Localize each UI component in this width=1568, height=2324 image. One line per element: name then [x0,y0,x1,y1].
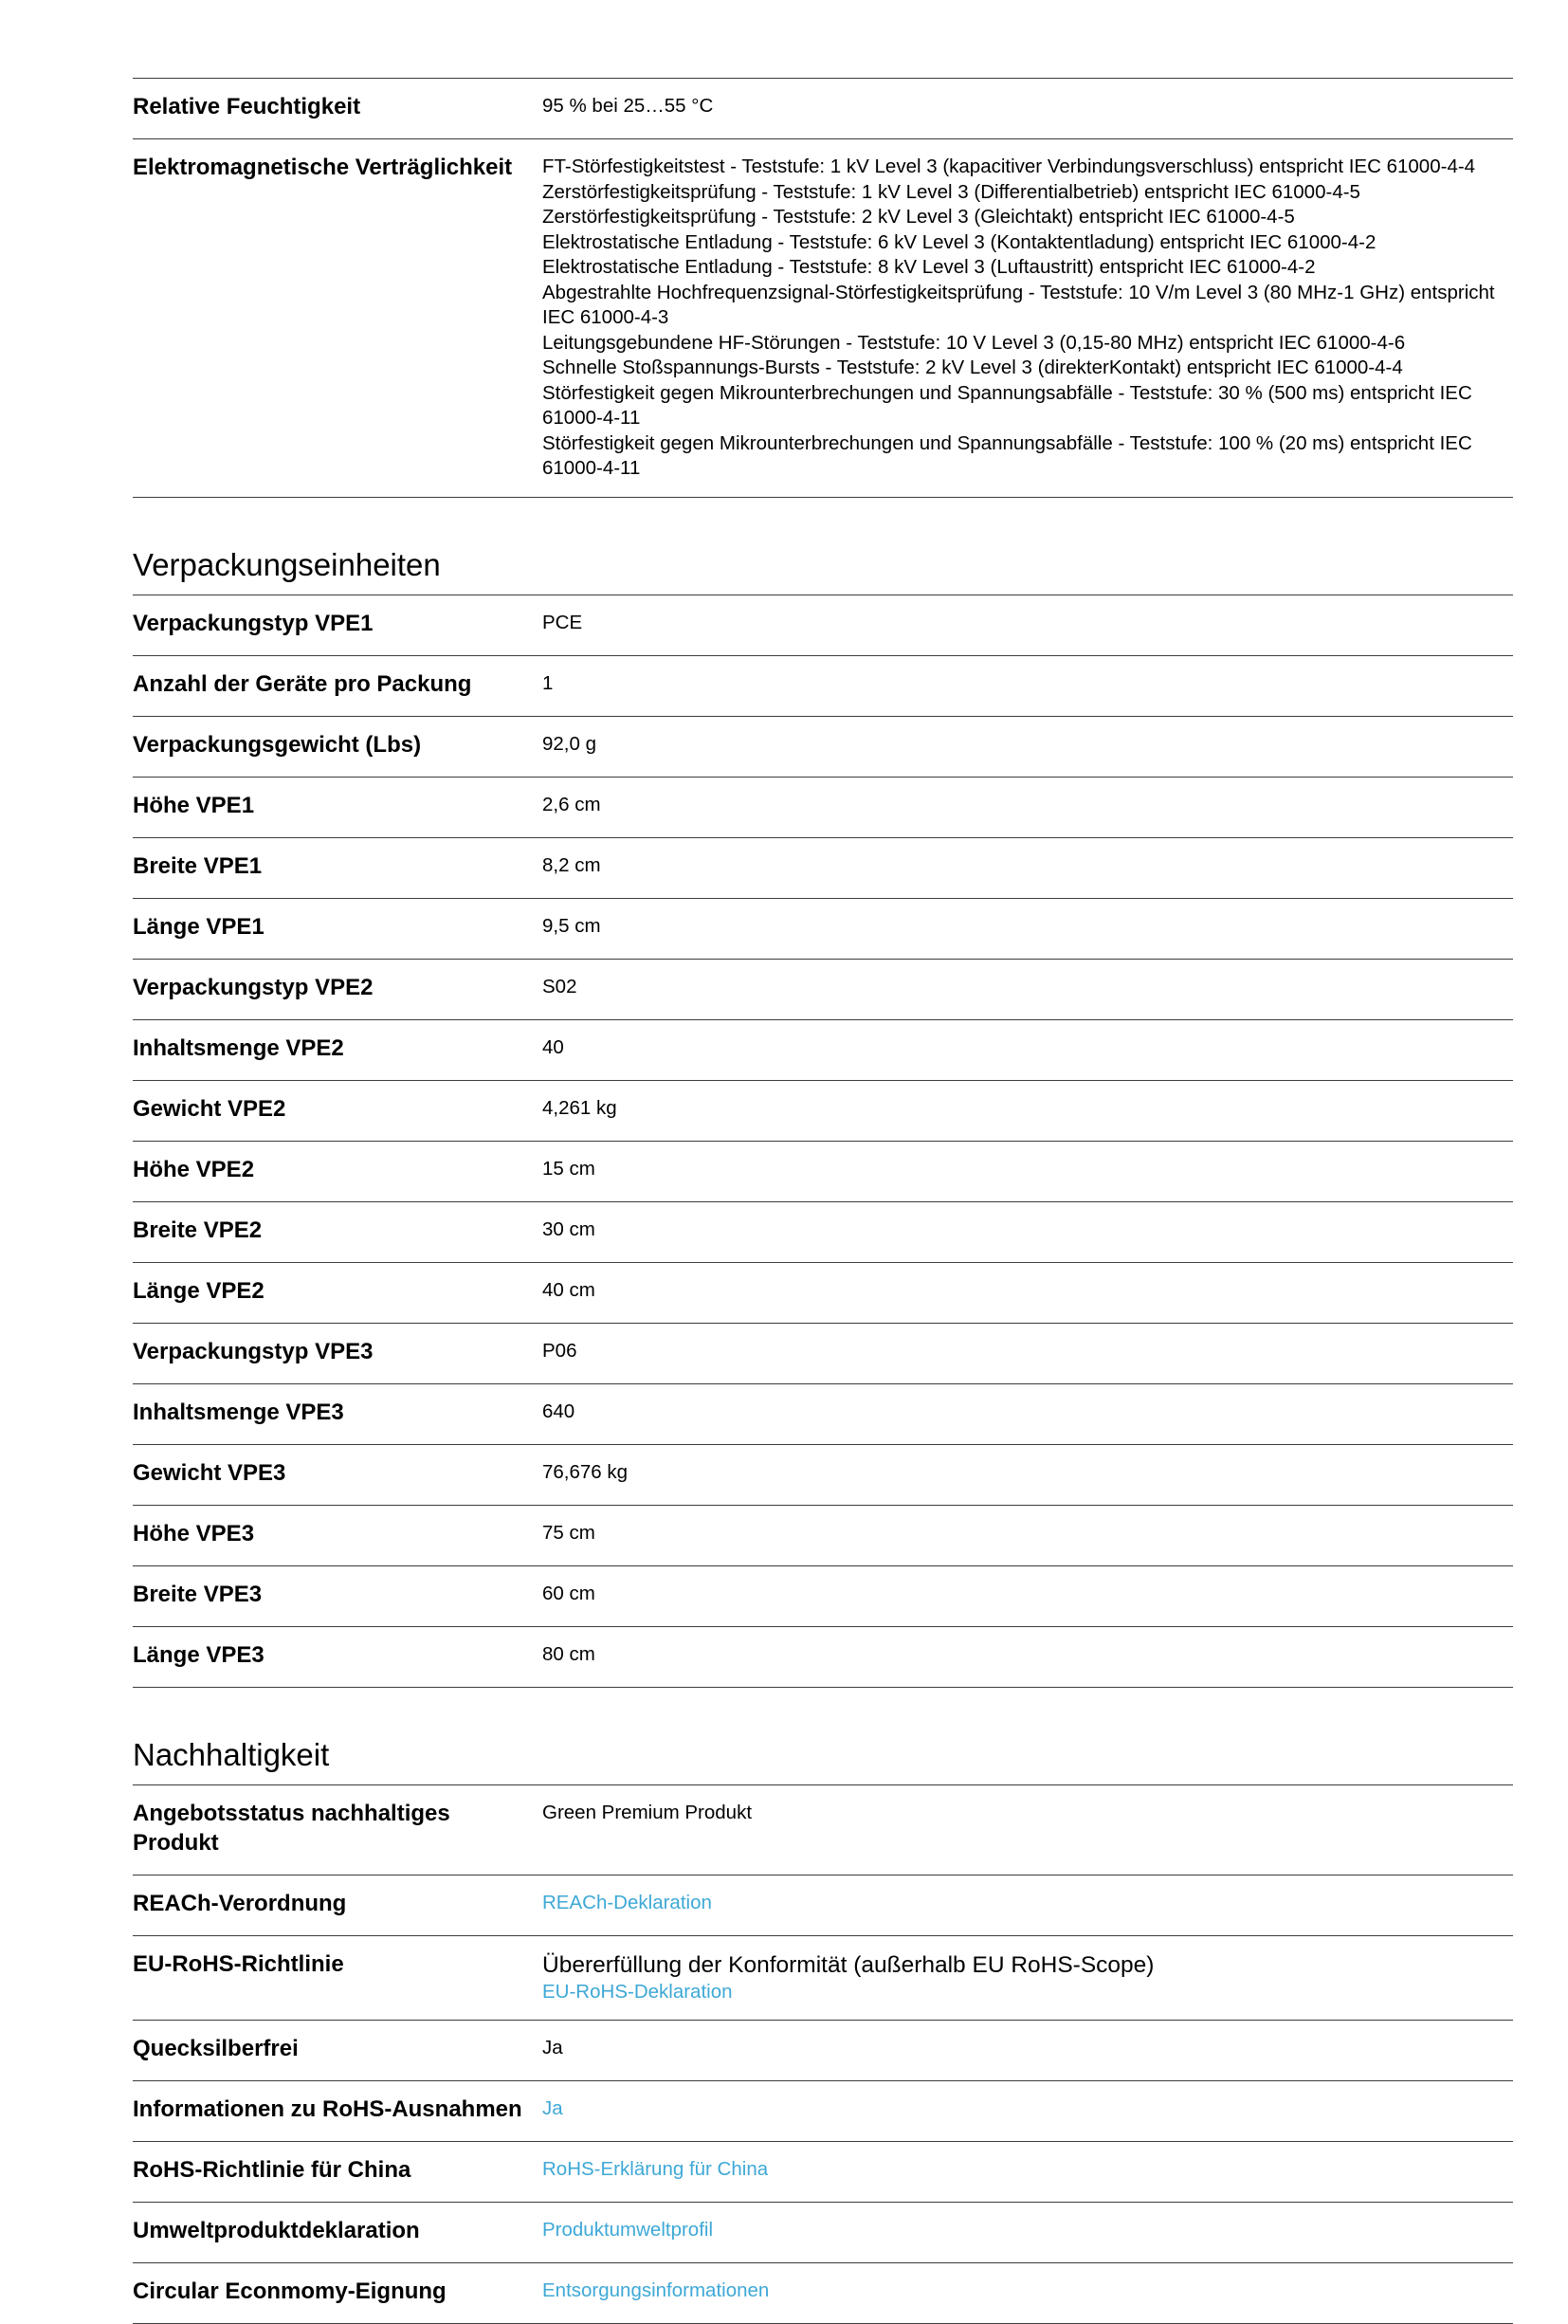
spec-label: Länge VPE3 [133,1626,542,1687]
sustainability-table [133,1784,1513,2324]
spec-value: 92,0 g [542,716,1513,777]
spec-label: Breite VPE2 [133,1201,542,1262]
spec-label: Verpackungstyp VPE1 [133,595,542,655]
spec-label: Inhaltsmenge VPE3 [133,1383,542,1444]
spec-row [133,1323,1513,1383]
spec-value: 8,2 cm [542,837,1513,898]
spec-label: Höhe VPE3 [133,1505,542,1565]
spec-value: Green Premium Produkt [542,1784,1513,1875]
spec-row [133,1383,1513,1444]
spec-value [542,79,1513,139]
spec-label: Angebotsstatus nachhaltiges Produkt [133,1784,542,1875]
spec-row [133,959,1513,1019]
spec-row [133,1784,1513,1875]
spec-label: Umweltproduktdeklaration [133,2203,542,2263]
spec-value: P06 [542,1323,1513,1383]
packaging-table [133,595,1513,1688]
spec-row [133,139,1513,498]
spec-row [133,2021,1513,2081]
spec-value-line: Abgestrahlte Hochfrequenzsignal-Störfestigkeitsprüfung - Teststufe: 10 V/m Level 3 (80 MHz-1 GHz) entspricht IEC 61000-4-3 [542,281,1513,331]
spec-value: 76,676 kg [542,1444,1513,1505]
end-of-life-information-link[interactable]: Entsorgungsinformationen [542,2278,1513,2304]
spec-row [133,1875,1513,1935]
spec-value: 2,6 cm [542,777,1513,837]
spec-value: 640 [542,1383,1513,1444]
spec-label: Breite VPE1 [133,837,542,898]
spec-value: S02 [542,959,1513,1019]
spec-row [133,777,1513,837]
product-environmental-profile-link[interactable]: Produktumweltprofil [542,2218,1513,2243]
spec-row [133,837,1513,898]
spec-label: Circular Econmomy-Eignung [133,2263,542,2324]
spec-label: Quecksilberfrei [133,2021,542,2081]
spec-value: 60 cm [542,1565,1513,1626]
rohs-exemptions-link[interactable]: Ja [542,2096,1513,2122]
spec-label: Höhe VPE2 [133,1141,542,1201]
spec-value: 4,261 kg [542,1080,1513,1141]
spec-label: Höhe VPE1 [133,777,542,837]
spec-row [133,2142,1513,2203]
spec-label: Verpackungstyp VPE3 [133,1323,542,1383]
china-rohs-declaration-link[interactable]: RoHS-Erklärung für China [542,2157,1513,2183]
spec-value-line: Zerstörfestigkeitsprüfung - Teststufe: 1 kV Level 3 (Differentialbetrieb) entspricht IEC 61000-4-5 [542,180,1513,206]
spec-row [133,79,1513,139]
spec-label: Informationen zu RoHS-Ausnahmen [133,2081,542,2142]
spec-row [133,1626,1513,1687]
spec-value [542,1875,1513,1935]
spec-label: Breite VPE3 [133,1565,542,1626]
spec-row [133,1141,1513,1201]
spec-label: Länge VPE1 [133,898,542,959]
spec-value-line: Zerstörfestigkeitsprüfung - Teststufe: 2 kV Level 3 (Gleichtakt) entspricht IEC 61000-4-5 [542,205,1513,230]
spec-row [133,1505,1513,1565]
spec-label: Relative Feuchtigkeit [133,79,542,139]
spec-label: Verpackungstyp VPE2 [133,959,542,1019]
spec-value [542,2203,1513,2263]
spec-label: RoHS-Richtlinie für China [133,2142,542,2203]
spec-value: Ja [542,2021,1513,2081]
spec-row [133,1019,1513,1080]
reach-declaration-link[interactable]: REACh-Deklaration [542,1891,1513,1916]
spec-label: Gewicht VPE3 [133,1444,542,1505]
spec-label: Länge VPE2 [133,1262,542,1323]
spec-value: 80 cm [542,1626,1513,1687]
spec-label: Elektromagnetische Verträglichkeit [133,139,542,498]
datasheet-page [133,78,1513,2324]
section-title-packaging: Verpackungseinheiten [133,547,1513,595]
spec-label: Gewicht VPE2 [133,1080,542,1141]
spec-row [133,2081,1513,2142]
spec-row [133,1262,1513,1323]
spec-value: 1 [542,655,1513,716]
spec-value-line: Elektrostatische Entladung - Teststufe: 6 kV Level 3 (Kontaktentladung) entspricht IEC 61000-4-2 [542,230,1513,256]
spec-label: Inhaltsmenge VPE2 [133,1019,542,1080]
spec-row [133,595,1513,655]
spec-value [542,1935,1513,2021]
spec-value: PCE [542,595,1513,655]
spec-value-line: Störfestigkeit gegen Mikrounterbrechungen und Spannungsabfälle - Teststufe: 100 % (20 ms) entspricht IEC 61000-4-11 [542,431,1513,482]
spec-row [133,2263,1513,2324]
rohs-conformity-text: Übererfüllung der Konformität (außerhalb EU RoHS-Scope) [542,1951,1513,1980]
section-title-sustainability: Nachhaltigkeit [133,1737,1513,1784]
spec-value: 40 cm [542,1262,1513,1323]
spec-value: 9,5 cm [542,898,1513,959]
spec-value-line: FT-Störfestigkeitstest - Teststufe: 1 kV Level 3 (kapacitiver Verbindungsverschluss) entspricht IEC 61000-4-4 [542,155,1513,180]
eu-rohs-declaration-link[interactable]: EU-RoHS-Deklaration [542,1980,1513,2005]
spec-label: REACh-Verordnung [133,1875,542,1935]
spec-value [542,139,1513,498]
spec-row [133,898,1513,959]
spec-row [133,1201,1513,1262]
spec-row [133,1565,1513,1626]
spec-row [133,1080,1513,1141]
spec-value-line: Elektrostatische Entladung - Teststufe: 8 kV Level 3 (Luftaustritt) entspricht IEC 61000-4-2 [542,255,1513,281]
spec-label: Verpackungsgewicht (Lbs) [133,716,542,777]
environment-table [133,78,1513,498]
spec-value: 30 cm [542,1201,1513,1262]
spec-value-line: Störfestigkeit gegen Mikrounterbrechungen und Spannungsabfälle - Teststufe: 30 % (500 ms) entspricht IEC 61000-4-11 [542,381,1513,431]
spec-value: 15 cm [542,1141,1513,1201]
spec-label: EU-RoHS-Richtlinie [133,1935,542,2021]
spec-row [133,1935,1513,2021]
spec-value-line: Leitungsgebundene HF-Störungen - Teststufe: 10 V Level 3 (0,15-80 MHz) entspricht IEC 61000-4-6 [542,331,1513,357]
spec-value [542,2263,1513,2324]
spec-value [542,2142,1513,2203]
spec-value [542,2081,1513,2142]
spec-label: Anzahl der Geräte pro Packung [133,655,542,716]
spec-row [133,1444,1513,1505]
spec-value-line: 95 % bei 25…55 °C [542,94,1513,119]
spec-value-line: Schnelle Stoßspannungs-Bursts - Teststufe: 2 kV Level 3 (direkterKontakt) entspricht IEC 61000-4-4 [542,356,1513,381]
spec-value: 75 cm [542,1505,1513,1565]
spec-value: 40 [542,1019,1513,1080]
spec-row [133,655,1513,716]
spec-row [133,716,1513,777]
spec-row [133,2203,1513,2263]
